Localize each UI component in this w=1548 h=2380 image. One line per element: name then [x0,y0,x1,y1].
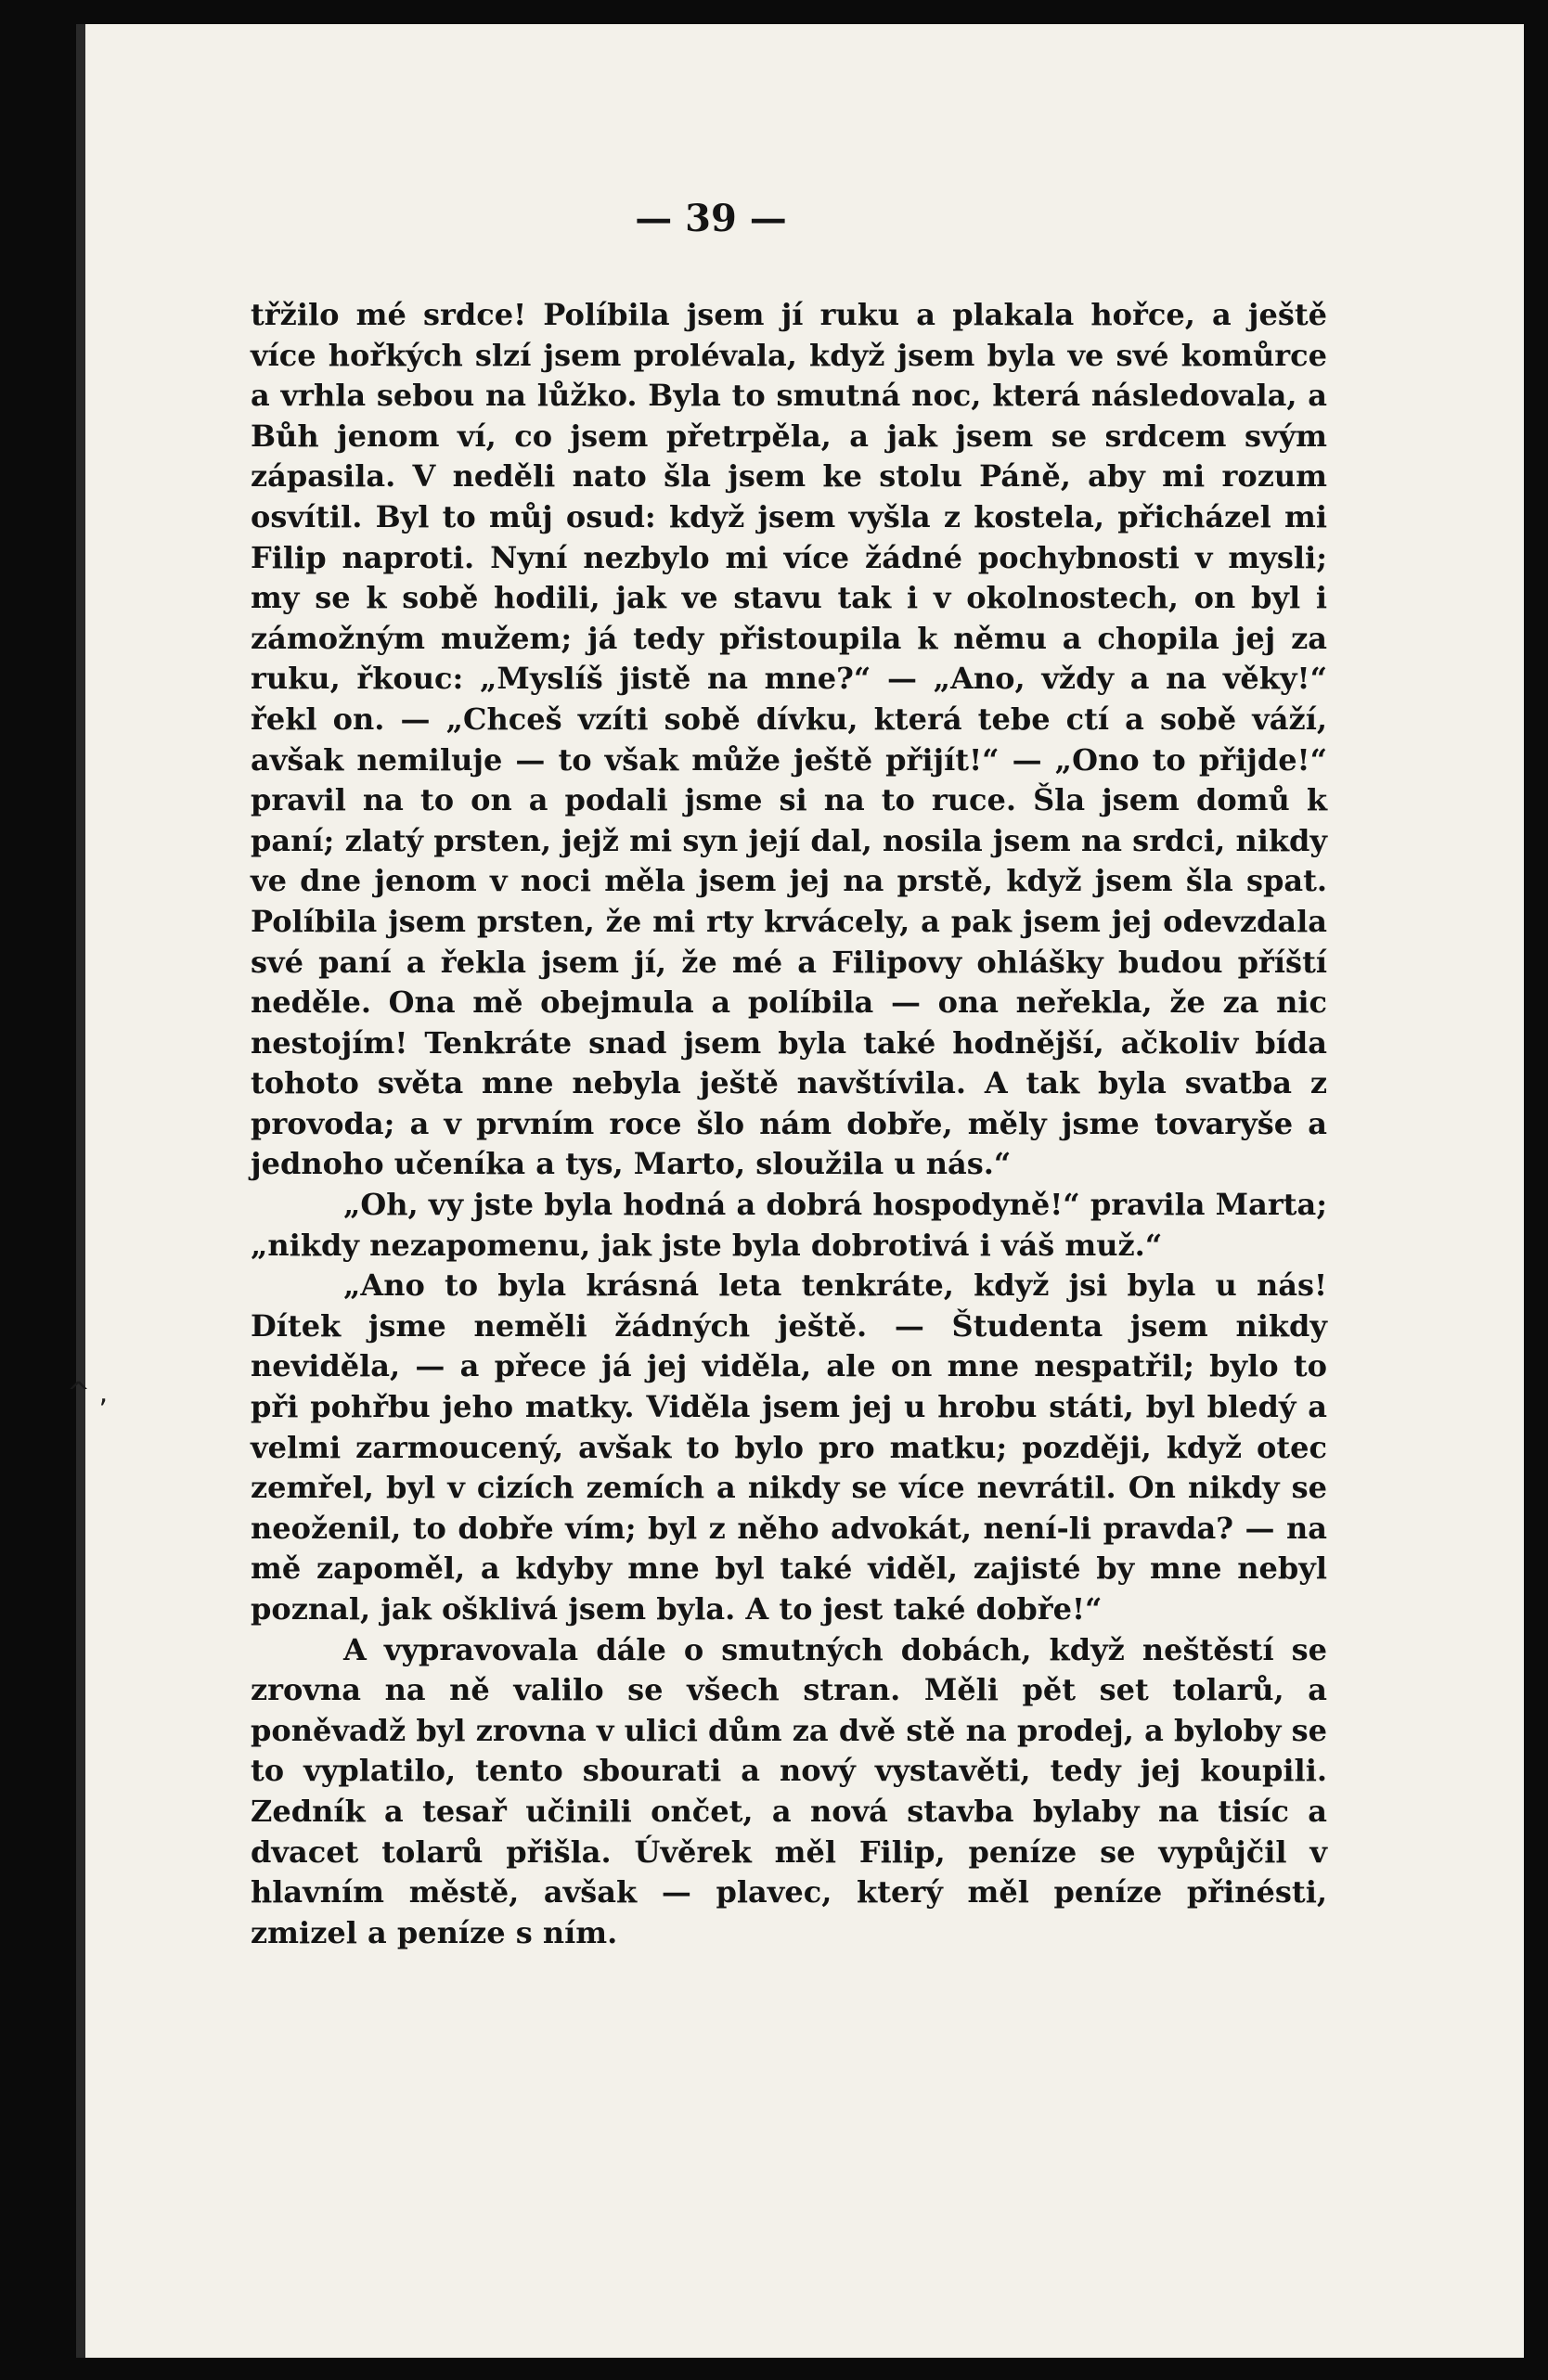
paragraph: A vypravovala dále o smutných dobách, když neštěstí se zrovna na ně valilo se všech stran. Měli pět set tolarů, a poněvadž byl zrovna v ulici dům za dvě stě na prodej, a byloby se to vyplatilo, tento sbourati a nový vystavěti, tedy jej koupili. Zedník a tesař učinili ončet, a nová stavba bylaby na tisíc a dvacet tolarů přišla. Úvěrek měl Filip, peníze se vypůjčil v hlavním městě, avšak — plavec, který měl peníze přinésti, zmizel a peníze s ním. [251,1631,1327,1950]
body-text [251,295,1327,1953]
page-binding-edge [76,24,85,2358]
margin-mark: ^ , [67,1377,109,1409]
page-number: — 39 — [635,197,787,240]
paragraph: „Ano to byla krásná leta tenkráte, když jsi byla u nás! Dítek jsme neměli žádných ještě. — Študenta jsem nikdy neviděla, — a přece já jej viděla, ale on mne nespatřil; bylo to při pohřbu jeho matky. Viděla jsem jej u hrobu státi, byl bledý a velmi zarmoucený, avšak to bylo pro matku; později, když otec zemřel, byl v cizích zemích a nikdy se více nevrátil. On nikdy se neoženil, to dobře vím; byl z něho advokát, není-li pravda? — na mě zapoměl, a kdyby mne byl také viděl, zajisté by mne nebyl poznal, jak ošklivá jsem byla. A to jest také dobře!“ [251,1267,1327,1627]
paragraph: „Oh, vy jste byla hodná a dobrá hospodyně!“ pravila Marta; „nikdy nezapomenu, jak jste byla dobrotivá i váš muž.“ [251,1187,1327,1263]
paragraph: třžilo mé srdce! Políbila jsem jí ruku a plakala hořce, a ještě více hořkých slzí jsem prolévala, když jsem byla ve své komůrce a vrhla sebou na lůžko. Byla to smutná noc, která následovala, a Bůh jenom ví, co jsem přetrpěla, a jak jsem se srdcem svým zápasila. V neděli nato šla jsem ke stolu Páně, aby mi rozum osvítil. Byl to můj osud: když jsem vyšla z kostela, přicházel mi Filip naproti. Nyní nezbylo mi více žádné pochybnosti v mysli; my se k sobě hodili, jak ve stavu tak i v okolnostech, on byl i zámožným mužem; já tedy přistoupila k němu a chopila jej za ruku, řkouc: „Myslíš jistě na mne?“ — „Ano, vždy a na věky!“ řekl on. — „Chceš vzíti sobě dívku, která tebe ctí a sobě váží, avšak nemiluje — to však může ještě přijít!“ — „Ono to přijde!“ pravil na to on a podali jsme si na to ruce. Šla jsem domů k paní; zlatý prsten, jejž mi syn její dal, nosila jsem na srdci, nikdy ve dne jenom v noci měla jsem jej na prstě, když jsem šla spat. Políbila jsem prsten, že mi rty krvácely, a pak jsem jej odevzdala své paní a řekla jsem jí, že mé a Filipovy ohlášky budou příští neděle. Ona mě obejmula a políbila — ona neřekla, že za nic nestojím! Tenkráte snad jsem byla také hodnější, ačkoliv bída tohoto světa mne nebyla ještě navštívila. A tak byla svatba z provoda; a v prvním roce šlo nám dobře, měly jsme tovaryše a jednoho učeníka a tys, Marto, sloužila u nás.“ [251,297,1327,1182]
book-page [67,24,1524,2358]
